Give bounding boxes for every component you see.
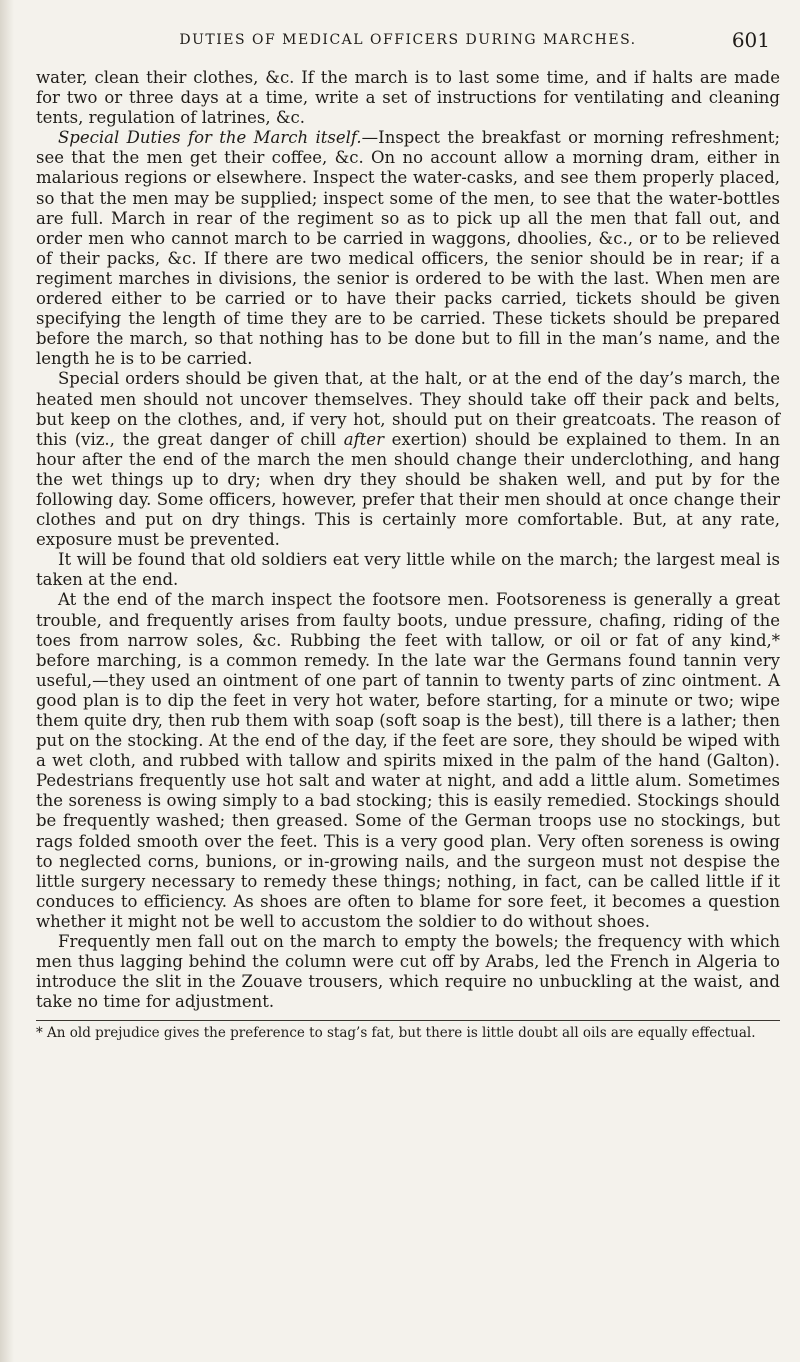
paragraph-text: —Inspect the breakfast or morning refreshment; see that the men get their coffee, &c. On no account allow a morning dram, either in malarious regions or elsewhere. Inspect the water-casks, and see them properly placed, so that the men may be supplied; inspect some of the men, to see that the water-bottles are full. March in rear of the regiment so as to pick up all the men that fall out, and order men who cannot march to be carried in waggons, dhoolies, &c., or to be relieved of their packs, &c. If there are two medical officers, the senior should be in rear; if a regiment marches in divisions, the senior is ordered to be with the last. When men are ordered either to be carried or to have their packs carried, tickets should be given specifying the length of time they are to be carried. These tickets should be prepared before the march, so that nothing has to be done but to fill in the man’s name, and the length he is to be carried.: [36, 128, 780, 369]
paragraph-old-soldiers: It will be found that old soldiers eat very little while on the march; the largest meal is taken at the end.: [36, 550, 780, 590]
paragraph-text: exertion) should be explained to them. In an hour after the end of the march the men should change their underclothing, and hang the wet things up to dry; when dry they should be shaken well, and put by for the following day. Some officers, however, prefer that their men should at once change their clothes and put on dry things. This is certainly more comfortable. But, at any rate, exposure must be prevented.: [36, 429, 780, 550]
footnote: * An old prejudice gives the preference to stag’s fat, but there is little doubt all oils are equally effectual.: [36, 1025, 756, 1042]
section-heading: Special Duties for the March itself.: [58, 128, 362, 148]
paragraph-continuation: water, clean their clothes, &c. If the march is to last some time, and if halts are made for two or three days at a time, write a set of instructions for ventilating and cleaning tents, regulation of latrines, &c.: [36, 68, 780, 128]
paragraph-special-orders: [36, 369, 780, 550]
paragraph-special-duties: [36, 128, 780, 369]
running-head: [36, 10, 780, 50]
page-edge-shadow: [0, 0, 14, 1362]
body-text: [36, 68, 780, 1012]
book-page: [36, 10, 780, 1350]
running-title: DUTIES OF MEDICAL OFFICERS DURING MARCHES.: [179, 32, 637, 48]
footnote-rule: [36, 1020, 780, 1021]
paragraph-text: Special orders should be given that, at the halt, or at the end of the day’s march, the heated men should not uncover themselves. They should take off their pack and belts, but keep on the clothes, and, if very hot, should put on their greatcoats. The reason of this (viz., the great danger of chill: [36, 369, 780, 449]
emphasis-text: after: [343, 429, 384, 449]
paragraph-footsore: At the end of the march inspect the footsore men. Footsoreness is generally a great trouble, and frequently arises from faulty boots, undue pressure, chafing, riding of the toes from narrow soles, &c. Rubbing the feet with tallow, or oil or fat of any kind,* before marching, is a common remedy. In the late war the Germans found tannin very useful,—they used an ointment of one part of tannin to twenty parts of zinc ointment. A good plan is to dip the feet in very hot water, before starting, for a minute or two; wipe them quite dry, then rub them with soap (soft soap is the best), till there is a lather; then put on the stocking. At the end of the day, if the feet are sore, they should be wiped with a wet cloth, and rubbed with tallow and spirits mixed in the palm of the hand (Galton). Pedestrians frequently use hot salt and water at night, and add a little alum. Sometimes the soreness is owing simply to a bad stocking; this is easily remedied. Stockings should be frequently washed; then greased. Some of the German troops use no stockings, but rags folded smooth over the feet. This is a very good plan. Very often soreness is owing to neglected corns, bunions, or in-growing nails, and the surgeon must not despise the little surgery necessary to remedy these things; nothing, in fact, can be called little if it conduces to efficiency. As shoes are often to blame for sore feet, it becomes a question whether it might not be well to accustom the soldier to do without shoes.: [36, 590, 780, 931]
page-number: 601: [731, 28, 770, 52]
paragraph-fall-out: Frequently men fall out on the march to empty the bowels; the frequency with which men thus lagging behind the column were cut off by Arabs, led the French in Algeria to introduce the slit in the Zouave trousers, which require no unbuckling at the waist, and take no time for adjustment.: [36, 932, 780, 1012]
